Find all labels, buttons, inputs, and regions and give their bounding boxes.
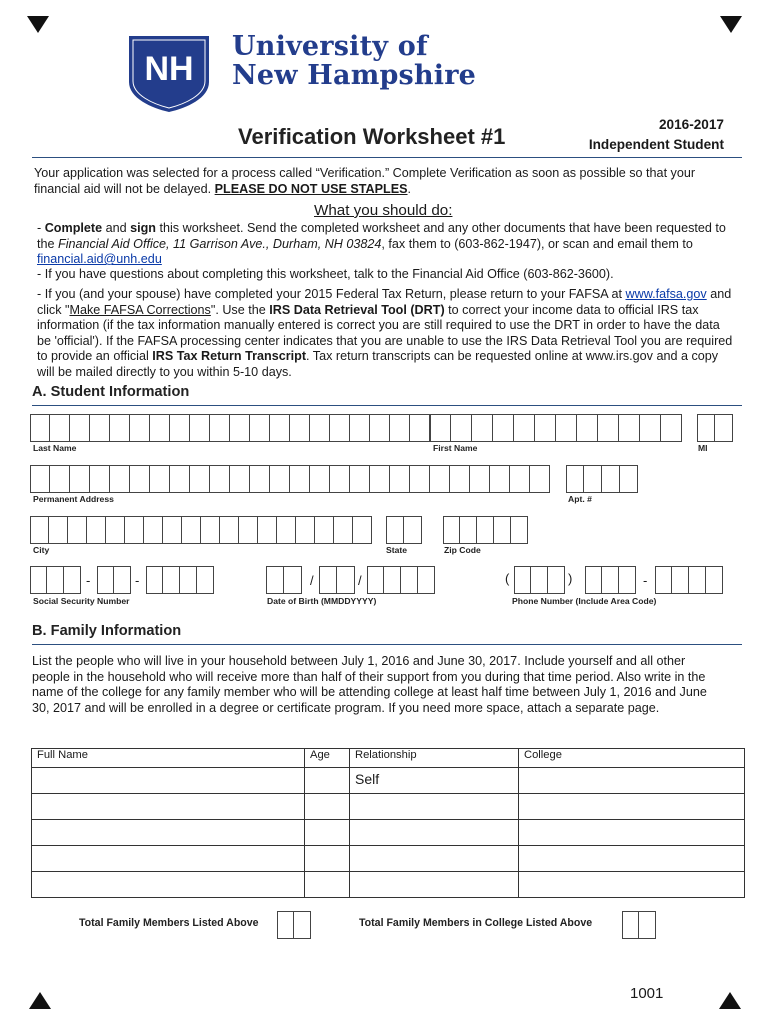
relationship-cell[interactable] <box>350 872 519 898</box>
and-word: and <box>102 221 131 235</box>
last-name-boxes[interactable] <box>30 414 430 442</box>
age-cell[interactable] <box>305 872 350 898</box>
full-name-cell[interactable] <box>32 872 305 898</box>
no-staples-notice: PLEASE DO NOT USE STAPLES <box>214 181 408 196</box>
last-name-label: Last Name <box>33 443 77 453</box>
phone-line-boxes[interactable] <box>655 566 723 594</box>
address-boxes[interactable] <box>30 465 550 493</box>
zip-boxes[interactable] <box>443 516 528 544</box>
full-name-cell[interactable] <box>32 846 305 872</box>
col-college: College <box>519 749 745 768</box>
phone-dash: - <box>643 573 648 588</box>
fafsa-link[interactable]: www.fafsa.gov <box>625 287 707 301</box>
tax-text-a: - If you (and your spouse) have completed your 2015 Federal Tax Return, please return to your FAFSA at <box>37 287 626 301</box>
family-table <box>31 748 745 898</box>
city-label: City <box>33 545 50 555</box>
city-boxes[interactable] <box>30 516 372 544</box>
university-name-line2: New Hampshire <box>232 60 477 91</box>
table-header-row <box>32 749 745 768</box>
address-label: Permanent Address <box>33 494 114 504</box>
complete-word: Complete <box>44 221 103 235</box>
college-cell[interactable] <box>519 872 745 898</box>
ssn-boxes-1[interactable] <box>30 566 81 594</box>
dob-label: Date of Birth (MMDDYYYY) <box>267 596 377 606</box>
relationship-cell[interactable]: Self <box>350 768 519 794</box>
mi-label: MI <box>698 443 708 453</box>
instruction-text: this worksheet. Send the completed worksheet and any other documents that have been requested to the <box>37 221 726 251</box>
transcript-name: IRS Tax Return Transcript <box>152 349 307 364</box>
student-type: Independent Student <box>588 137 724 152</box>
zip-label: Zip Code <box>444 545 481 555</box>
intro-paragraph <box>34 166 719 197</box>
intro-period: . <box>407 181 412 196</box>
logo-letters: NH <box>144 50 194 88</box>
registration-mark-bottom-right <box>719 992 741 1009</box>
section-b-divider <box>32 644 742 645</box>
instruction-text-2: , fax them to (603-862-1947), or scan and email them to <box>381 236 693 251</box>
state-label: State <box>386 545 408 555</box>
full-name-cell[interactable] <box>32 820 305 846</box>
first-name-label: First Name <box>433 443 478 453</box>
relationship-cell[interactable] <box>350 794 519 820</box>
phone-area-boxes[interactable] <box>514 566 565 594</box>
fafsa-corrections: Make FAFSA Corrections <box>69 302 211 317</box>
college-cell[interactable] <box>519 794 745 820</box>
table-row <box>32 872 745 898</box>
college-cell[interactable] <box>519 768 745 794</box>
total-members-label: Total Family Members Listed Above <box>79 917 259 929</box>
total-college-boxes[interactable] <box>622 911 656 939</box>
col-relationship: Relationship <box>350 749 519 768</box>
ssn-boxes-2[interactable] <box>97 566 131 594</box>
ssn-label: Social Security Number <box>33 596 130 606</box>
age-cell[interactable] <box>305 820 350 846</box>
section-a-heading: A. Student Information <box>32 384 190 400</box>
total-members-boxes[interactable] <box>277 911 311 939</box>
relationship-cell[interactable] <box>350 820 519 846</box>
age-cell[interactable] <box>305 846 350 872</box>
age-cell[interactable] <box>305 794 350 820</box>
instruction-questions: - If you have questions about completing this worksheet, talk to the Financial Aid Office (603-862-3600). <box>37 267 614 281</box>
family-instructions: List the people who will live in your household between July 1, 2016 and June 30, 2017. Include yourself and all other people in the household who will receive more than half of their support from you during that time period. Also write in the name of the college for any family member who will be attending college at least half time between July 1, 2016 and June 30, 2017 and will be enrolled in a degree or certificate program. If you need more space, attach a separate page. <box>32 654 707 715</box>
instruction-tax-return <box>37 287 735 381</box>
col-age: Age <box>305 749 350 768</box>
section-b-heading: B. Family Information <box>32 623 182 639</box>
total-college-label: Total Family Members in College Listed Above <box>359 917 593 929</box>
registration-mark-top-right <box>720 16 742 33</box>
intro-text: Your application was selected for a process called “Verification.” Complete Verification as soon as possible so that your financial aid will not be delayed. <box>34 166 696 196</box>
page-title: Verification Worksheet #1 <box>238 124 506 149</box>
phone-open-paren: ( <box>505 571 510 586</box>
section-a-divider <box>32 405 742 406</box>
tax-text-c: ". Use the <box>210 302 270 317</box>
full-name-cell[interactable] <box>32 768 305 794</box>
page-code: 1001 <box>630 985 664 1002</box>
table-row <box>32 820 745 846</box>
award-year: 2016-2017 <box>658 117 724 132</box>
col-full-name: Full Name <box>32 749 305 768</box>
first-name-boxes[interactable] <box>430 414 682 442</box>
dob-slash-2: / <box>358 573 362 588</box>
email-link[interactable]: financial.aid@unh.edu <box>37 252 162 267</box>
dob-month-boxes[interactable] <box>266 566 302 594</box>
state-boxes[interactable] <box>386 516 422 544</box>
sign-word: sign <box>130 221 156 235</box>
registration-mark-bottom-left <box>29 992 51 1009</box>
ssn-dash-2: - <box>135 573 140 588</box>
apt-label: Apt. # <box>568 494 592 504</box>
tax-text-e: . Tax return transcripts can be requested online at www.irs.gov and a copy will be mailed directly to you within 5-10 days. <box>37 349 719 379</box>
phone-label: Phone Number (Include Area Code) <box>512 596 657 606</box>
full-name-cell[interactable] <box>32 794 305 820</box>
table-row <box>32 846 745 872</box>
drt-name: IRS Data Retrieval Tool (DRT) <box>269 302 445 317</box>
phone-prefix-boxes[interactable] <box>585 566 636 594</box>
apt-boxes[interactable] <box>566 465 638 493</box>
header-divider <box>32 157 742 158</box>
tax-text-b: and click " <box>37 287 732 317</box>
college-cell[interactable] <box>519 820 745 846</box>
ssn-dash-1: - <box>86 573 91 588</box>
table-row <box>32 768 745 794</box>
table-row <box>32 794 745 820</box>
registration-mark-top-left <box>27 16 49 33</box>
unh-shield-logo <box>127 34 211 114</box>
university-name-line1: University of <box>232 31 428 62</box>
what-to-do-heading: What you should do: <box>314 202 453 219</box>
dash: - <box>37 221 45 235</box>
college-cell[interactable] <box>519 846 745 872</box>
tax-text-d: to correct your income data to official IRS tax information (if the tax information manually entered is correct you are still required to use the DRT in order to have the data be 'official'). If the FAFSA processing center indicates that you are unable to use the IRS Data Retrieval Tool you are required to provide an official <box>37 302 733 364</box>
dob-day-boxes[interactable] <box>319 566 355 594</box>
dob-slash-1: / <box>310 573 314 588</box>
dob-year-boxes[interactable] <box>367 566 435 594</box>
instruction-complete-sign <box>37 221 735 268</box>
ssn-boxes-3[interactable] <box>146 566 214 594</box>
age-cell[interactable] <box>305 768 350 794</box>
phone-close-paren: ) <box>568 571 573 586</box>
relationship-cell[interactable] <box>350 846 519 872</box>
middle-initial-boxes[interactable] <box>697 414 733 442</box>
office-address: Financial Aid Office, 11 Garrison Ave., Durham, NH 03824 <box>58 236 382 251</box>
